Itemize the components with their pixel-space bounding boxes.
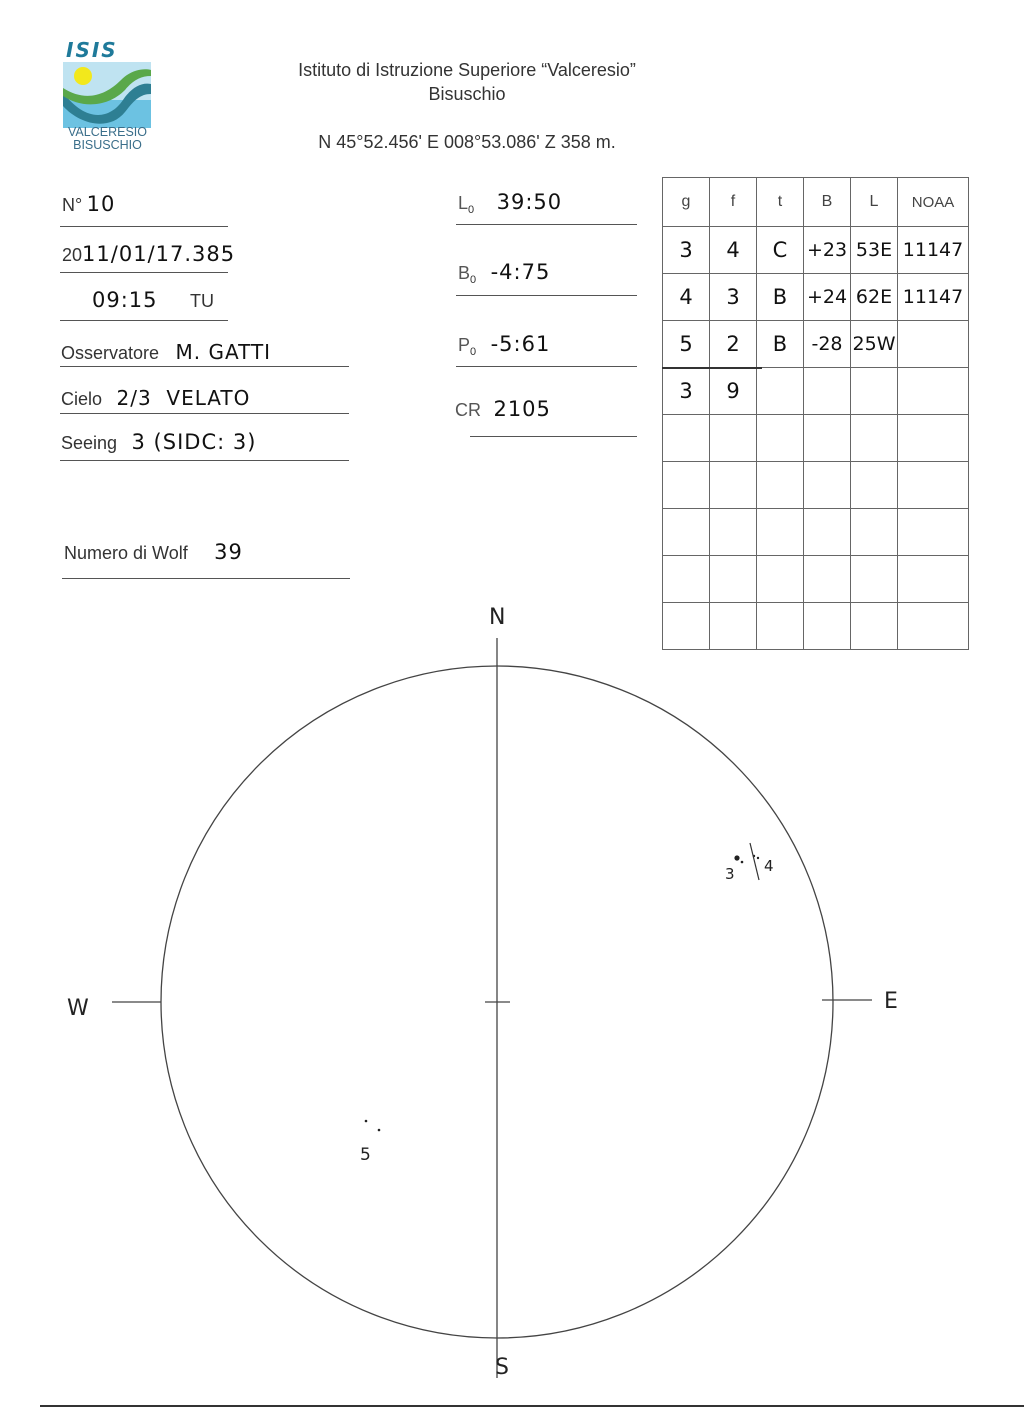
wolf-value: 39 <box>214 540 243 564</box>
number-label: N° <box>62 195 83 215</box>
sunspot-mark <box>734 855 739 860</box>
seeing-underline <box>60 460 349 461</box>
table-cell <box>898 415 969 462</box>
cell-value: 25W <box>852 333 896 355</box>
cell-value: 3 <box>679 379 693 403</box>
sky-underline <box>60 413 349 414</box>
l0-value: 39:50 <box>496 190 563 214</box>
b0-label: B <box>458 263 471 283</box>
p0-sub: 0 <box>470 346 477 359</box>
table-cell <box>804 462 851 509</box>
total-separator <box>662 367 762 369</box>
wolf-label: Numero di Wolf <box>64 543 188 563</box>
l0-underline <box>456 224 637 225</box>
b0-sub: 0 <box>470 274 477 287</box>
table-cell <box>710 509 757 556</box>
observer-value: M. GATTI <box>175 340 272 364</box>
table-cell <box>898 462 969 509</box>
group-label-4: 4 <box>764 857 774 875</box>
time-unit: TU <box>189 291 214 311</box>
cell-value: 3 <box>679 238 693 262</box>
table-cell <box>757 415 804 462</box>
table-cell <box>851 368 898 415</box>
cell-value: B <box>772 285 788 309</box>
date-value: 11/01/17.385 <box>82 242 236 266</box>
table-row <box>663 227 969 274</box>
logo-mark: ISIS <box>66 38 118 62</box>
table-cell <box>663 368 710 415</box>
cr-label: CR <box>455 400 481 420</box>
table-cell <box>757 462 804 509</box>
table-cell <box>804 368 851 415</box>
p0-value: -5:61 <box>490 332 551 356</box>
south-label: S <box>495 1355 509 1380</box>
cell-value: +23 <box>806 239 848 261</box>
col-header-f: f <box>710 178 757 227</box>
sunspot-mark <box>741 861 744 864</box>
observer-field <box>61 340 271 364</box>
table-row <box>663 274 969 321</box>
school-logo <box>60 38 155 156</box>
date-prefix: 20 <box>62 245 83 265</box>
col-header-g: g <box>663 178 710 227</box>
table-row <box>663 415 969 462</box>
table-cell <box>663 462 710 509</box>
table-cell <box>710 368 757 415</box>
cell-value: 11147 <box>902 239 964 261</box>
group-label-3: 3 <box>725 865 735 883</box>
sunspot-mark <box>757 857 759 859</box>
col-header-l: L <box>851 178 898 227</box>
b0-value: -4:75 <box>490 260 551 284</box>
table-cell <box>757 509 804 556</box>
table-cell <box>851 462 898 509</box>
east-label: E <box>884 989 898 1014</box>
cell-value: 5 <box>679 332 693 356</box>
table-cell <box>710 321 757 368</box>
number-underline <box>60 226 228 227</box>
table-cell <box>804 509 851 556</box>
seeing-field <box>61 430 256 454</box>
table-cell <box>757 368 804 415</box>
solar-disk-diagram <box>0 590 1024 1410</box>
table-cell <box>804 227 851 274</box>
table-cell <box>663 274 710 321</box>
logo-emblem-icon <box>63 62 151 128</box>
table-cell <box>710 462 757 509</box>
date-field <box>62 242 235 266</box>
table-cell <box>663 321 710 368</box>
wolf-number-field <box>64 540 243 564</box>
cell-value: 9 <box>726 379 740 403</box>
institute-name: Istituto di Istruzione Superiore “Valceresio” <box>298 60 636 80</box>
table-cell <box>804 274 851 321</box>
table-cell <box>710 227 757 274</box>
table-row <box>663 321 969 368</box>
seeing-value: 3 (SIDC: 3) <box>131 430 257 454</box>
table-cell <box>757 227 804 274</box>
north-label: N <box>489 605 506 630</box>
cr-field <box>455 397 551 421</box>
wolf-underline <box>62 578 350 579</box>
table-row <box>663 509 969 556</box>
observation-number-field <box>62 192 115 216</box>
table-cell <box>898 274 969 321</box>
p0-underline <box>456 366 637 367</box>
sunspot-mark <box>378 1129 381 1132</box>
logo-line2: BISUSCHIO <box>73 138 142 152</box>
table-cell <box>757 274 804 321</box>
table-cell <box>804 321 851 368</box>
table-body <box>663 227 969 650</box>
cell-value: 4 <box>679 285 693 309</box>
date-underline <box>60 272 228 273</box>
table-cell <box>851 274 898 321</box>
seeing-label: Seeing <box>61 433 118 453</box>
cell-value: C <box>772 238 788 262</box>
cr-underline <box>470 436 637 437</box>
l0-sub: 0 <box>468 204 475 217</box>
group-label-5: 5 <box>360 1145 371 1165</box>
cell-value: -28 <box>811 333 843 355</box>
time-value: 09:15 <box>92 288 158 312</box>
number-value: 10 <box>86 192 116 216</box>
table-cell <box>851 321 898 368</box>
b0-underline <box>456 295 637 296</box>
table-cell <box>851 227 898 274</box>
table-cell <box>663 415 710 462</box>
table-row <box>663 462 969 509</box>
west-label: W <box>67 996 89 1021</box>
col-header-noaa: NOAA <box>898 178 969 227</box>
time-field <box>92 288 214 312</box>
l0-field <box>458 190 562 216</box>
time-underline <box>60 320 228 321</box>
cell-value: 11147 <box>902 286 964 308</box>
cell-value: 2 <box>726 332 740 356</box>
table-cell <box>898 509 969 556</box>
table-row <box>663 368 969 415</box>
cell-value: 53E <box>855 239 893 261</box>
b0-field <box>458 260 550 286</box>
sky-value: 2/3 VELATO <box>116 386 251 410</box>
cell-value: 3 <box>726 285 740 309</box>
page-bottom-edge <box>40 1405 1024 1407</box>
col-header-t: t <box>757 178 804 227</box>
table-cell <box>757 321 804 368</box>
table-cell <box>898 368 969 415</box>
location-coords: N 45°52.456' E 008°53.086' Z 358 m. <box>318 132 616 152</box>
cell-value: B <box>772 332 788 356</box>
sunspot-groups-table <box>662 177 969 650</box>
l0-label: L <box>458 193 469 213</box>
table-cell <box>851 415 898 462</box>
table-cell <box>898 227 969 274</box>
p0-field <box>458 332 550 358</box>
table-cell <box>710 274 757 321</box>
sky-label: Cielo <box>61 389 103 409</box>
cell-value: 4 <box>726 238 740 262</box>
table-cell <box>663 227 710 274</box>
table-cell <box>804 415 851 462</box>
cr-value: 2105 <box>493 397 551 421</box>
observer-label: Osservatore <box>61 343 160 363</box>
group-separator-mark <box>750 843 759 880</box>
table-cell <box>663 509 710 556</box>
sky-field <box>61 386 250 410</box>
p0-label: P <box>458 335 471 355</box>
observer-underline <box>60 366 349 367</box>
town-name: Bisuschio <box>428 84 506 104</box>
table-cell <box>851 509 898 556</box>
col-header-b: B <box>804 178 851 227</box>
table-cell <box>710 415 757 462</box>
table-cell <box>898 321 969 368</box>
logo-line1: VALCERESIO <box>68 125 147 139</box>
cell-value: 62E <box>855 286 893 308</box>
sunspot-mark <box>365 1120 368 1123</box>
cell-value: +24 <box>806 286 848 308</box>
table-header-row <box>663 178 969 227</box>
